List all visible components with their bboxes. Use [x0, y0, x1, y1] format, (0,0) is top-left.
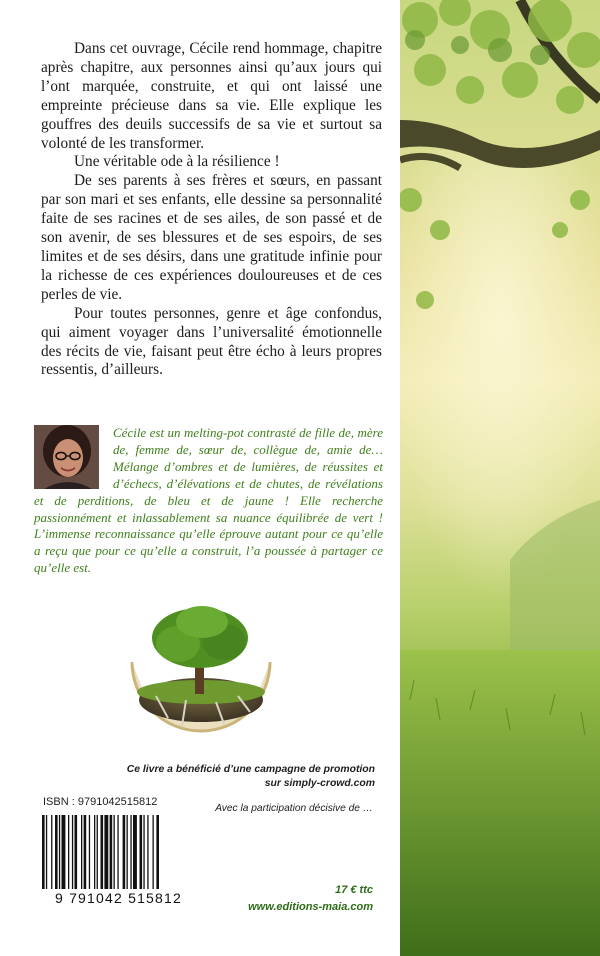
price-label: 17 € ttc [335, 884, 373, 896]
blurb-paragraph: De ses parents à ses frères et sœurs, en passant par son mari et ses enfants, elle dessine sa personnalité faite de ses racines et de ses ailes, de son passé et de son avenir, de ses blessures et de ses espoirs, de ses limites et de ses désirs, dans une gratitude infinie pour la richesse de ces expériences douloureuses et de ces perles de vie. [41, 172, 382, 303]
participation-note: Avec la participation décisive de … [215, 803, 373, 814]
campaign-line-2: sur simply-crowd.com [264, 778, 375, 789]
website-label: www.editions-maia.com [248, 901, 373, 913]
author-bio-text: Cécile est un melting-pot contrasté de fille de, mère de, femme de, sœur de, collègue de, amie de… Mélange d’ombres et de lumières, de réussites et d’échecs, d’élévations et de chutes, de révélations et de perditions, de bleu et de jaune ! Elle recherche passionnément et inlassablement sa nuance équilibrée de vert ! L’immense reconnaissance qu’elle éprouve autant pour ce qu’elle a reçu que pour ce qu’elle a construit, l’a poussée à partager ce qu’elle est. [34, 425, 383, 576]
blurb-text [41, 40, 382, 380]
campaign-line-1: Ce livre a bénéficié d’une campagne de promotion [126, 764, 375, 775]
blurb-paragraph: Dans cet ouvrage, Cécile rend hommage, chapitre après chapitre, aux personnes ainsi qu’aux jours qui l’ont marquée, construite, et qui ont laissé une empreinte précieuse dans sa vie. Elle explique les gouffres des deuils successifs de sa vie et surtout sa volonté de les transformer. [41, 40, 382, 152]
forest-photo-strip [400, 0, 600, 956]
campaign-note [120, 763, 375, 791]
blurb-paragraph: Une véritable ode à la résilience ! [74, 153, 280, 171]
author-bio [34, 425, 383, 577]
blurb-paragraph: Pour toutes personnes, genre et âge confondus, qui aiment voyager dans l’universalité émotionnelle des récits de vie, faisant peut être écho à leurs propres ressentis, d’ailleurs. [41, 304, 382, 379]
tree-globe-illustration [126, 600, 276, 750]
isbn-label: ISBN : 9791042515812 [43, 796, 158, 808]
author-photo [34, 425, 99, 489]
barcode-number: 9 791042 515812 [41, 890, 196, 906]
